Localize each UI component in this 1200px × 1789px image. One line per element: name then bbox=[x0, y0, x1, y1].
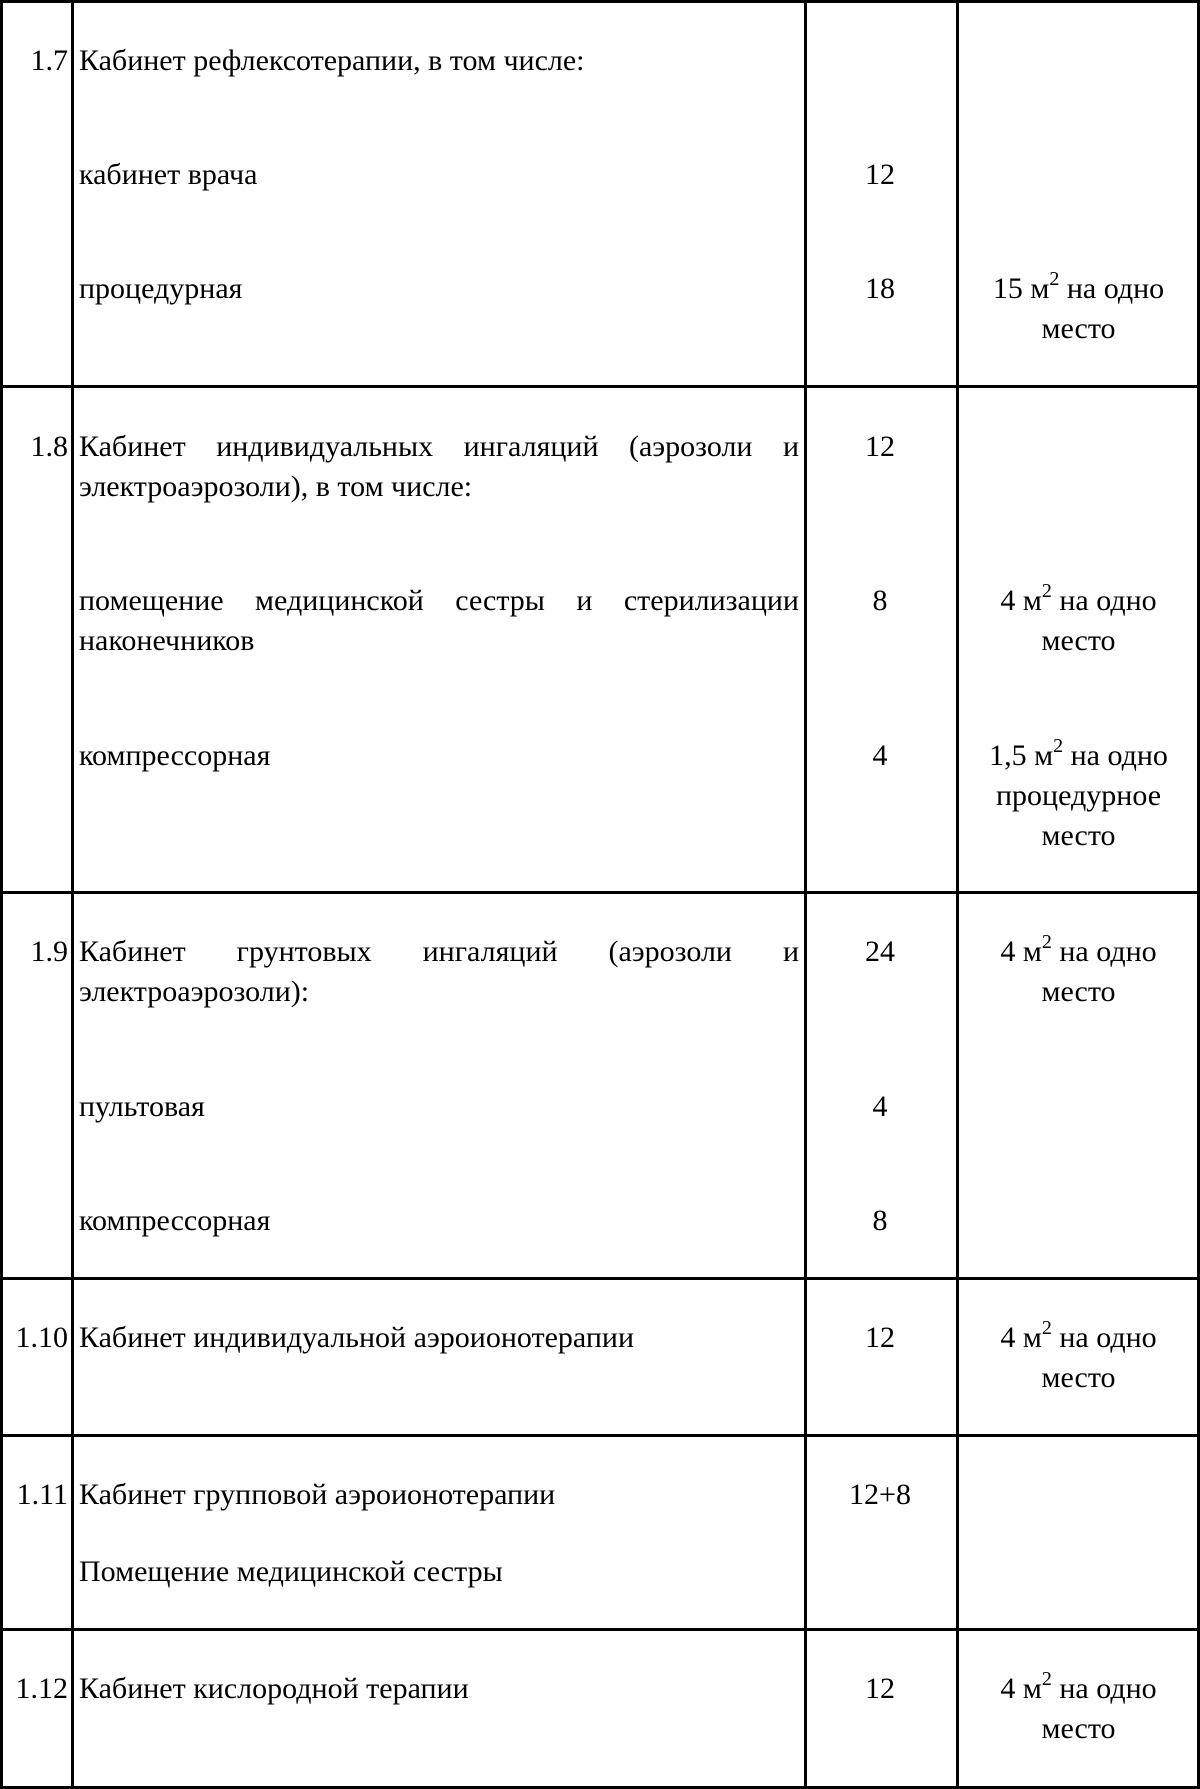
area-value: 12 bbox=[865, 430, 895, 463]
row-title: Кабинет кислородной терапии bbox=[79, 1672, 469, 1705]
area-value: 4 bbox=[872, 739, 888, 772]
column-divider-1 bbox=[71, 0, 74, 1789]
area-value: 12+8 bbox=[849, 1478, 911, 1511]
area-norm-note: 4 $м^2$ на одно bbox=[1000, 1317, 1157, 1354]
area-norm-note: 4 $м^2$ на одно bbox=[1000, 1668, 1157, 1705]
area-value: 8 bbox=[872, 1204, 888, 1237]
row-title-line1: Кабинет грунтовых ингаляций (аэрозоли и bbox=[79, 935, 799, 968]
row-number: 1.11 bbox=[16, 1478, 68, 1511]
row-title-line2: электроаэрозоли): bbox=[79, 975, 310, 1008]
area-norm-note-line2: процедурное bbox=[995, 779, 1162, 812]
sub-item-name: пультовая bbox=[79, 1090, 205, 1123]
row-divider bbox=[0, 891, 1200, 894]
area-norm-note-line2: место bbox=[1041, 624, 1116, 657]
area-norm-note: 1,5 $м^2$ на одно bbox=[989, 735, 1168, 772]
row-title-line2: электроаэрозоли), в том числе: bbox=[79, 470, 473, 503]
row-divider bbox=[0, 1628, 1200, 1631]
row-number: 1.12 bbox=[15, 1672, 68, 1705]
row-divider bbox=[0, 385, 1200, 388]
sub-item-name: кабинет врача bbox=[79, 158, 258, 191]
area-value: 18 bbox=[865, 272, 895, 305]
row-title: Кабинет рефлексотерапии, в том числе: bbox=[79, 44, 585, 77]
area-norm-note: 15 $м^2$ на одно bbox=[992, 268, 1165, 305]
sub-item-name: процедурная bbox=[79, 272, 243, 305]
sub-item-name: компрессорная bbox=[79, 1204, 271, 1237]
area-norm-note: 4 $м^2$ на одно bbox=[1000, 931, 1157, 968]
sub-item-name-line1: помещение медицинской сестры и стерилизации bbox=[79, 584, 799, 617]
area-value: 12 bbox=[865, 1321, 895, 1354]
row-title: Кабинет групповой аэроионотерапии bbox=[79, 1478, 556, 1511]
area-value: 4 bbox=[872, 1090, 888, 1123]
row-title-line1: Кабинет индивидуальных ингаляций (аэрозоли и bbox=[79, 430, 799, 463]
area-value: 24 bbox=[865, 935, 895, 968]
row-divider bbox=[0, 1434, 1200, 1437]
sub-item-name: Помещение медицинской сестры bbox=[79, 1555, 503, 1588]
sub-item-name-line2: наконечников bbox=[79, 624, 255, 657]
table-border-top bbox=[0, 0, 1200, 3]
area-norm-note-line2: место bbox=[1041, 1712, 1116, 1745]
area-norm-note-line3: место bbox=[1041, 819, 1116, 852]
area-value: 12 bbox=[865, 158, 895, 191]
area-value: 8 bbox=[872, 584, 888, 617]
area-norm-note-line2: место bbox=[1041, 1361, 1116, 1394]
sub-item-name: компрессорная bbox=[79, 739, 271, 772]
table-border-left bbox=[0, 0, 3, 1789]
row-divider bbox=[0, 1277, 1200, 1280]
row-title: Кабинет индивидуальной аэроионотерапии bbox=[79, 1321, 634, 1354]
row-number: 1.7 bbox=[30, 44, 68, 77]
area-norm-note-line2: место bbox=[1041, 312, 1116, 345]
area-norm-note: 4 $м^2$ на одно bbox=[1000, 580, 1157, 617]
row-number: 1.9 bbox=[30, 935, 68, 968]
row-number: 1.10 bbox=[15, 1321, 68, 1354]
row-number: 1.8 bbox=[30, 430, 68, 463]
area-norm-note-line2: место bbox=[1041, 975, 1116, 1008]
area-value: 12 bbox=[865, 1672, 895, 1705]
